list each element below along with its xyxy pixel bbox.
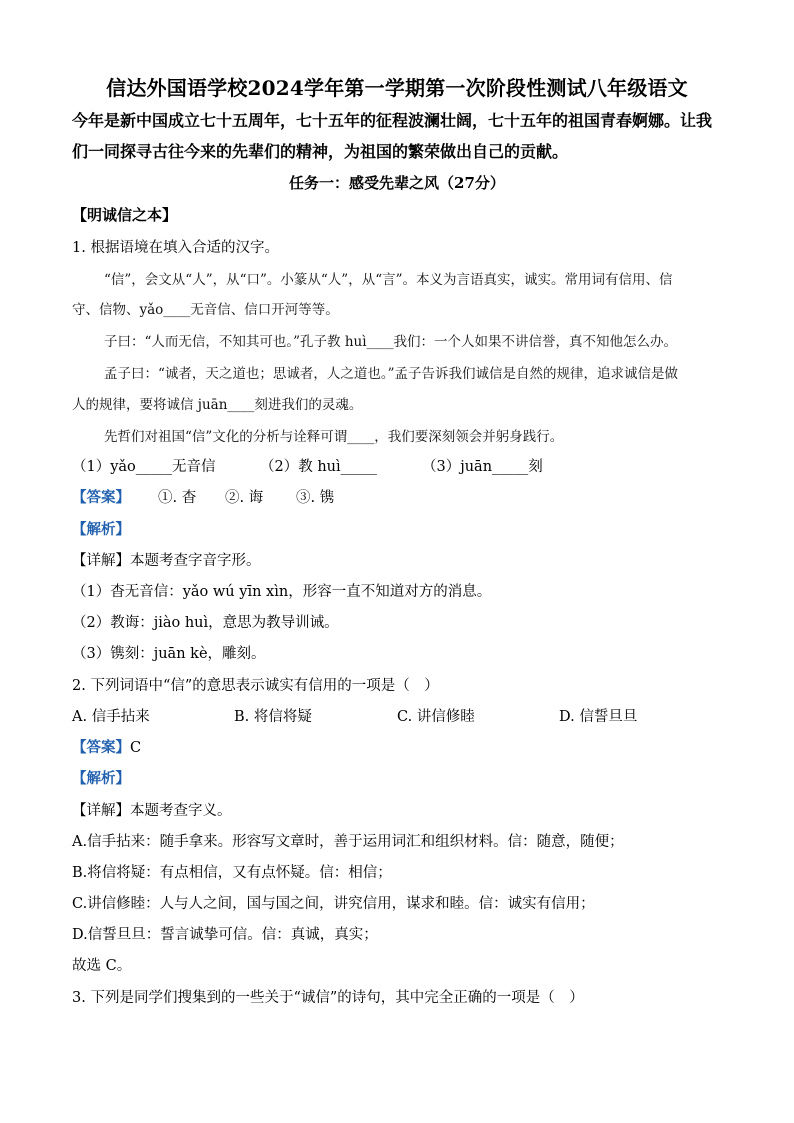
q2-option-a: A. 信手拈来 xyxy=(72,709,150,725)
q2-detail: 【详解】本题考查字义。 xyxy=(72,803,232,819)
q1-explain-2: （2）教诲：jiào huì，意思为教导训诫。 xyxy=(72,615,339,631)
q2-explain-d: D.信誓旦旦：誓言诚挚可信。信：真诚，真实； xyxy=(72,927,378,943)
question-3-stem: 3. 下列是同学们搜集到的一些关于“诚信”的诗句，其中完全正确的一项是（ ） xyxy=(72,990,584,1006)
task-heading: 任务一：感受先辈之风（27分） xyxy=(289,174,505,192)
q1-blank-2: （2）教 huì_____ xyxy=(260,459,377,475)
q2-option-b: B. 将信将疑 xyxy=(234,709,312,725)
q1-analysis-label: 【解析】 xyxy=(72,521,130,538)
q2-analysis-label: 【解析】 xyxy=(72,770,130,787)
q1-passage-line-6: 先哲们对祖国“信”文化的分析与诠释可谓____，我们要深刻领会并躬身践行。 xyxy=(104,429,564,445)
section-heading: 【明诚信之本】 xyxy=(72,206,178,224)
q2-answer-value: C xyxy=(130,740,142,756)
page-title: 信达外国语学校2024学年第一学期第一次阶段性测试八年级语文 xyxy=(106,76,688,100)
q1-explain-3: （3）镌刻：juān kè，雕刻。 xyxy=(72,646,266,662)
q1-passage-line-3: 子曰：“人而无信，不知其可也。”孔子教 huì____我们：一个人如果不讲信誉，真不知他怎么办。 xyxy=(104,334,678,350)
q1-passage-line-2: 守、信物、yǎo____无音信、信口开河等等。 xyxy=(72,302,339,318)
q2-option-d: D. 信誓旦旦 xyxy=(559,709,638,725)
q1-blank-3: （3）juān_____刻 xyxy=(422,459,543,475)
q1-passage-line-4: 孟子曰：“诚者，天之道也；思诚者，人之道也。”孟子告诉我们诚信是自然的规律，追求诚信是做 xyxy=(104,366,679,382)
question-2-stem: 2. 下列词语中“信”的意思表示诚实有信用的一项是（ ） xyxy=(72,678,439,694)
q2-explain-b: B.将信将疑：有点相信，又有点怀疑。信：相信； xyxy=(72,865,392,881)
q1-detail: 【详解】本题考查字音字形。 xyxy=(72,553,261,569)
q1-blank-1: （1）yǎo_____无音信 xyxy=(72,459,216,475)
q1-answer-3: ③. 镌 xyxy=(296,490,335,506)
q1-answer-2: ②. 诲 xyxy=(225,490,264,506)
q2-explain-a: A.信手拈来：随手拿来。形容写文章时，善于运用词汇和组织材料。信：随意，随便； xyxy=(72,834,624,850)
q2-answer-row xyxy=(72,736,141,757)
q1-passage-line-5: 人的规律，要将诚信 juān____刻进我们的灵魂。 xyxy=(72,397,363,413)
q1-answer-label: 【答案】 xyxy=(72,489,130,506)
intro-line-1: 今年是新中国成立七十五周年，七十五年的征程波澜壮阔，七十五年的祖国青春婀娜。让我 xyxy=(72,111,713,130)
q2-option-c: C. 讲信修睦 xyxy=(397,709,475,725)
q1-explain-1: （1）杳无音信：yǎo wú yīn xìn，形容一直不知道对方的消息。 xyxy=(72,584,492,600)
question-1-stem: 1. 根据语境在填入合适的汉字。 xyxy=(72,240,279,256)
q2-conclusion: 故选 C。 xyxy=(72,958,132,974)
q2-answer-label: 【答案】 xyxy=(72,739,130,756)
q1-passage-line-1: “信”，会文从“人”，从“口”。小篆从“人”，从“言”。本义为言语真实，诚实。常用词有信用、信 xyxy=(104,272,673,288)
intro-line-2: 们一同探寻古往今来的先辈们的精神，为祖国的繁荣做出自己的贡献。 xyxy=(72,142,569,161)
q1-answer-1: ①. 杳 xyxy=(158,490,197,506)
q2-explain-c: C.讲信修睦：人与人之间，国与国之间，讲究信用，谋求和睦。信：诚实有信用； xyxy=(72,896,595,912)
